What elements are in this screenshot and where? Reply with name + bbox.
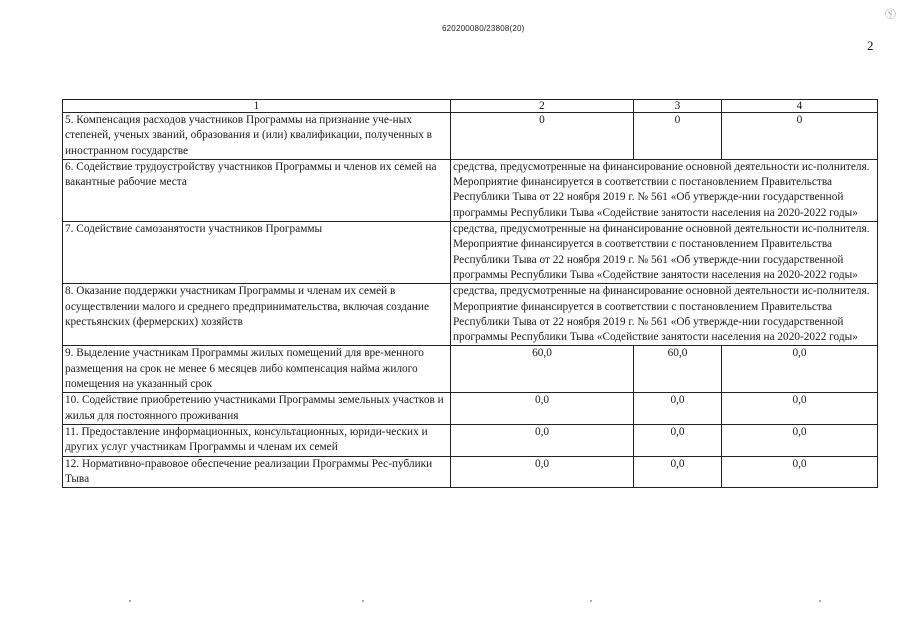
funding-note: средства, предусмотренные на финансирование основной деятельности ис-полнителя. Мероприятие финансируется в соответствии с постановлением Правительства Республики Тыва от 22 ноября 2019 г. № 561 «Об утвержде-нии государственной программы Республики Тыва «Содействие занятости населения на 2020-2022 годы» — [451, 159, 878, 221]
value-cell: 0 — [634, 113, 722, 160]
value-cell: 0,0 — [722, 424, 878, 456]
table-row — [63, 222, 878, 284]
table-row — [63, 424, 878, 456]
table-header-row — [63, 100, 878, 113]
value-cell: 0,0 — [451, 393, 634, 425]
value-cell: 0,0 — [634, 424, 722, 456]
row-label: 8. Оказание поддержки участникам Программы и членам их семей в осуществлении малого и среднего предпринимательства, включая создание крестьянских (фермерских) хозяйств — [63, 284, 451, 346]
scan-mark-icon: ⓨ — [883, 7, 899, 23]
row-label: 7. Содействие самозанятости участников Программы — [63, 222, 451, 284]
scan-speck — [819, 600, 821, 602]
table-row — [63, 346, 878, 393]
value-cell: 0,0 — [722, 456, 878, 488]
column-header: 1 — [63, 100, 451, 113]
value-cell: 0 — [451, 113, 634, 160]
table-row — [63, 113, 878, 160]
row-label: 12. Нормативно-правовое обеспечение реализации Программы Рес-публики Тыва — [63, 456, 451, 488]
value-cell: 0,0 — [451, 424, 634, 456]
table-row — [63, 393, 878, 425]
funding-note: средства, предусмотренные на финансирование основной деятельности ис-полнителя. Мероприятие финансируется в соответствии с постановлением Правительства Республики Тыва от 22 ноября 2019 г. № 561 «Об утвержде-нии государственной программы Республики Тыва «Содействие занятости населения на 2020-2022 годы» — [451, 222, 878, 284]
row-label: 6. Содействие трудоустройству участников Программы и членов их семей на вакантные рабочие места — [63, 159, 451, 221]
table-row — [63, 284, 878, 346]
row-label: 10. Содействие приобретению участниками Программы земельных участков и жилья для постоянного проживания — [63, 393, 451, 425]
value-cell: 0,0 — [451, 456, 634, 488]
row-label: 5. Компенсация расходов участников Программы на признание уче-ных степеней, ученых званий, образования и (или) квалификации, полученных в иностранном государстве — [63, 113, 451, 160]
value-cell: 0,0 — [634, 393, 722, 425]
value-cell: 60,0 — [451, 346, 634, 393]
row-label: 11. Предоставление информационных, консультационных, юриди-ческих и других услуг участникам Программы и членам их семей — [63, 424, 451, 456]
value-cell: 0 — [722, 113, 878, 160]
funding-note: средства, предусмотренные на финансирование основной деятельности ис-полнителя. Мероприятие финансируется в соответствии с постановлением Правительства Республики Тыва от 22 ноября 2019 г. № 561 «Об утвержде-нии государственной программы Республики Тыва «Содействие занятости населения на 2020-2022 годы» — [451, 284, 878, 346]
column-header: 3 — [634, 100, 722, 113]
column-header: 2 — [451, 100, 634, 113]
table-row — [63, 456, 878, 488]
value-cell: 60,0 — [634, 346, 722, 393]
value-cell: 0,0 — [722, 393, 878, 425]
table-row — [63, 159, 878, 221]
program-table — [62, 99, 878, 488]
column-header: 4 — [722, 100, 878, 113]
page-number: 2 — [867, 38, 874, 53]
scan-speck — [362, 600, 364, 602]
value-cell: 0,0 — [722, 346, 878, 393]
row-label: 9. Выделение участникам Программы жилых помещений для вре-менного размещения на срок не менее 6 месяцев либо компенсация найма жилого помещения на указанный срок — [63, 346, 451, 393]
value-cell: 0,0 — [634, 456, 722, 488]
scan-speck — [590, 600, 592, 602]
scan-speck — [129, 600, 131, 602]
document-id: 620200080/23808(20) — [442, 24, 525, 33]
